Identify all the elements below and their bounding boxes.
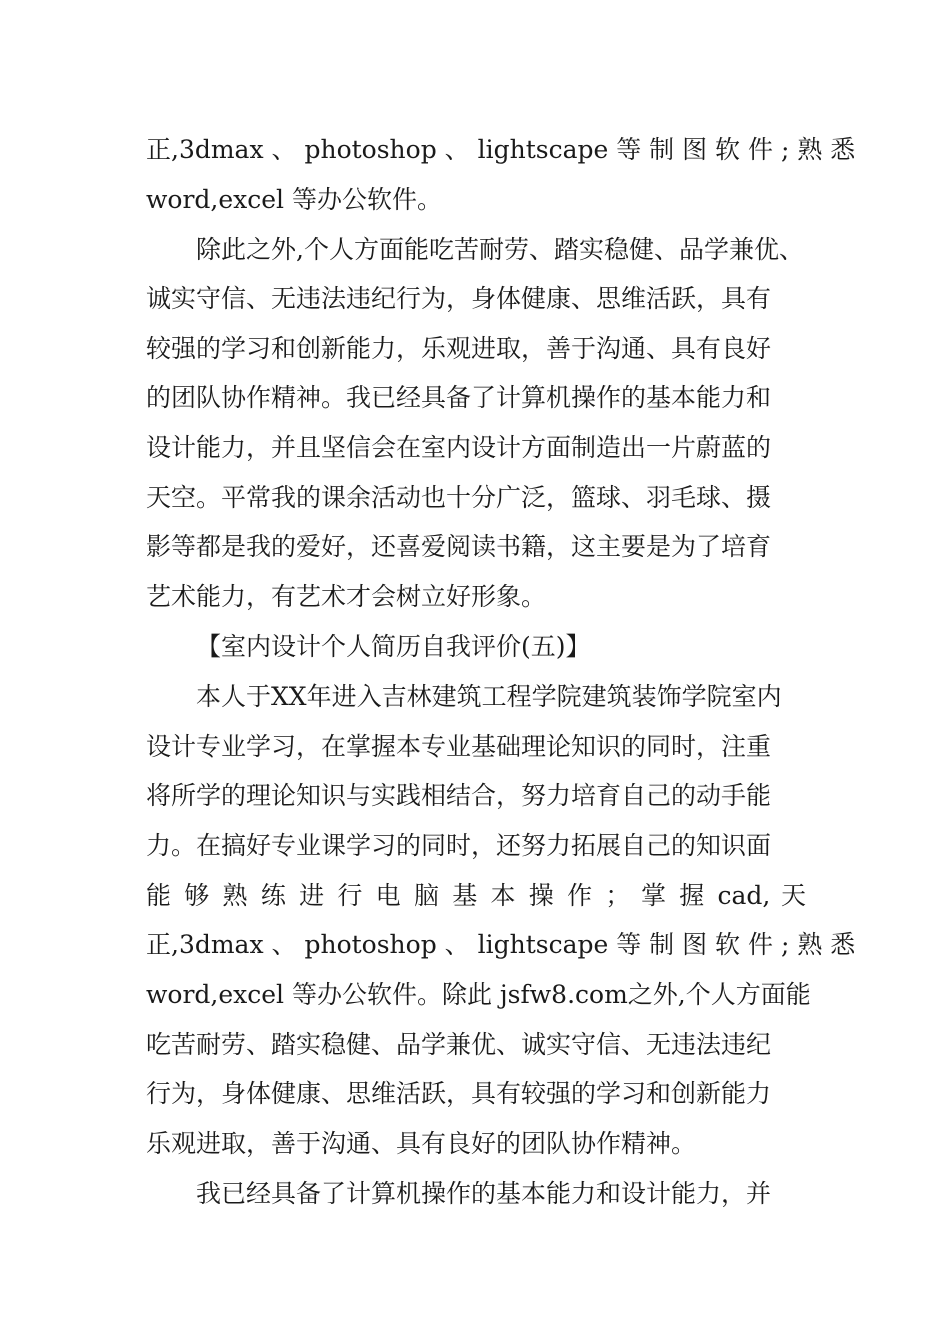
text-line-7: 设计能力，并且坚信会在室内设计方面制造出一片蔚蓝的 [146,433,772,462]
text-line-18: word,excel 等办公软件。除此 jsfw8.com之外,个人方面能 [146,980,811,1009]
text-line-5: 较强的学习和创新能力，乐观进取，善于沟通、具有良好 [146,334,772,363]
text-line-6: 的团队协作精神。我已经具备了计算机操作的基本能力和 [146,383,772,412]
text-line-12: 本人于XX年进入吉林建筑工程学院建筑装饰学院室内 [196,682,782,711]
text-line-16: 能 够 熟 练 进 行 电 脑 基 本 操 作 ； 掌 握 cad, 天 [146,881,806,910]
section-heading: 【室内设计个人简历自我评价(五)】 [196,632,591,661]
text-line-14: 将所学的理论知识与实践相结合，努力培育自己的动手能 [146,781,772,810]
text-line-20: 行为，身体健康、思维活跃，具有较强的学习和创新能力 [146,1079,772,1108]
text-line-10: 艺术能力，有艺术才会树立好形象。 [146,582,547,611]
text-line-9: 影等都是我的爱好，还喜爱阅读书籍，这主要是为了培育 [146,532,772,561]
text-line-8: 天空。平常我的课余活动也十分广泛，篮球、羽毛球、摄 [146,483,772,512]
text-line-1: 正,3dmax 、 photoshop 、 lightscape 等 制 图 软 件 ; 熟 悉 [146,135,856,164]
text-line-13: 设计专业学习，在掌握本专业基础理论知识的同时，注重 [146,732,772,761]
text-line-22: 我已经具备了计算机操作的基本能力和设计能力，并 [196,1179,772,1208]
text-line-2: word,excel 等办公软件。 [146,185,442,214]
text-line-3: 除此之外,个人方面能吃苦耐劳、踏实稳健、品学兼优、 [196,235,804,264]
text-line-19: 吃苦耐劳、踏实稳健、品学兼优、诚实守信、无违法违纪 [146,1030,772,1059]
text-line-15: 力。在搞好专业课学习的同时，还努力拓展自己的知识面 [146,831,772,860]
text-line-4: 诚实守信、无违法违纪行为，身体健康、思维活跃，具有 [146,284,772,313]
text-line-21: 乐观进取，善于沟通、具有良好的团队协作精神。 [146,1129,697,1158]
text-line-17: 正,3dmax 、 photoshop 、 lightscape 等 制 图 软 件 ; 熟 悉 [146,930,856,959]
